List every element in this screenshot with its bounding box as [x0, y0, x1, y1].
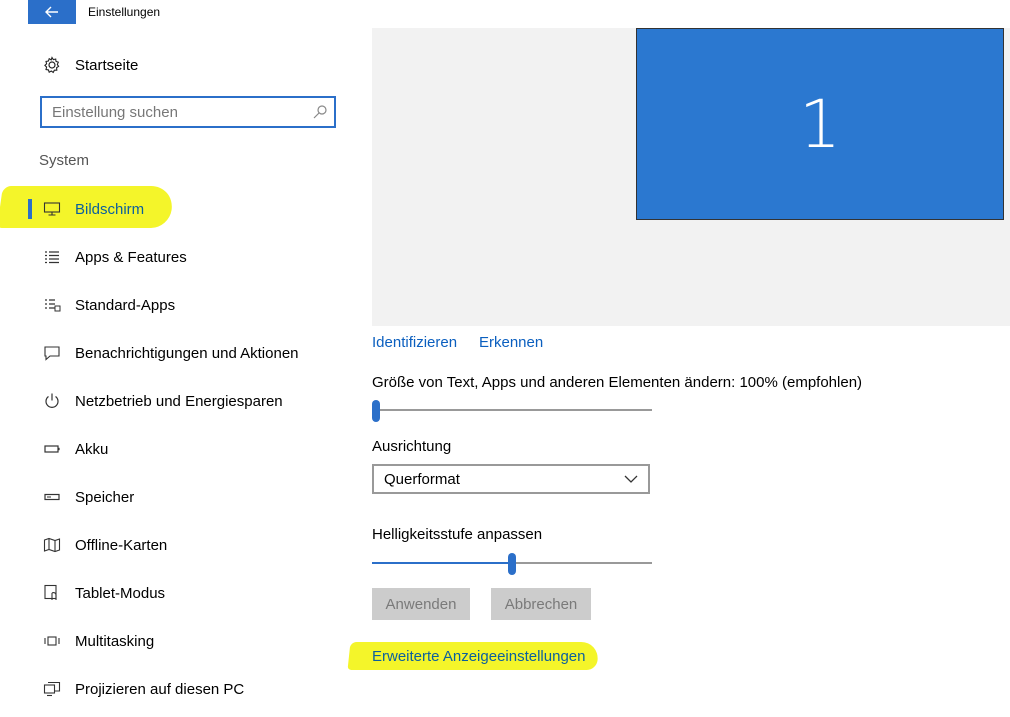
orientation-label: Ausrichtung — [372, 438, 452, 455]
sidebar-item-apps-features[interactable] — [42, 245, 187, 269]
sidebar-item-label: Projizieren auf diesen PC — [75, 680, 245, 698]
back-arrow-icon — [45, 6, 59, 18]
slider-track — [372, 409, 652, 411]
orientation-dropdown[interactable] — [372, 464, 650, 494]
sidebar-item-power[interactable] — [42, 389, 283, 413]
section-label-system: System — [39, 152, 90, 169]
app-title: Einstellungen — [88, 5, 161, 19]
default-apps-icon — [42, 295, 62, 315]
power-icon — [42, 391, 62, 411]
sidebar-item-label: Netzbetrieb und Energiesparen — [75, 392, 283, 410]
brightness-slider[interactable] — [372, 553, 652, 573]
sidebar-item-label: Apps & Features — [75, 248, 187, 266]
slider-fill — [372, 562, 512, 564]
search-box[interactable] — [40, 96, 336, 128]
sidebar-item-label: Bildschirm — [75, 200, 145, 218]
sidebar-item-akku[interactable] — [42, 437, 108, 461]
scale-slider[interactable] — [372, 400, 652, 420]
sidebar-item-standard-apps[interactable] — [42, 293, 175, 317]
sidebar-item-label: Standard-Apps — [75, 296, 176, 314]
monitor-number: 1 — [799, 85, 841, 163]
storage-icon — [42, 487, 62, 507]
sidebar-item-speicher[interactable] — [42, 485, 134, 509]
identify-link[interactable]: Identifizieren — [372, 334, 458, 351]
home-label: Startseite — [75, 56, 139, 74]
cancel-button[interactable]: Abbrechen — [491, 588, 591, 620]
search-input[interactable] — [42, 98, 310, 126]
gear-icon — [42, 55, 62, 75]
monitor-1[interactable] — [636, 28, 1004, 220]
advanced-display-settings-link[interactable]: Erweiterte Anzeigeeinstellungen — [372, 648, 586, 665]
apps-list-icon — [42, 247, 62, 267]
detect-link[interactable]: Erkennen — [479, 334, 544, 351]
search-icon[interactable] — [312, 104, 328, 120]
slider-thumb[interactable] — [372, 400, 380, 422]
sidebar-item-label: Akku — [75, 440, 109, 458]
sidebar-item-label: Tablet-Modus — [75, 584, 166, 602]
home-link[interactable] — [42, 54, 138, 76]
sidebar-item-label: Multitasking — [75, 632, 155, 650]
scale-label: Größe von Text, Apps und anderen Elementen ändern: 100% (empfohlen) — [372, 374, 863, 391]
monitor-icon — [42, 199, 62, 219]
slider-thumb[interactable] — [508, 553, 516, 575]
orientation-value: Querformat — [384, 470, 460, 488]
tablet-mode-icon — [42, 583, 62, 603]
title-bar — [0, 0, 1010, 24]
sidebar-item-label: Offline-Karten — [75, 536, 168, 554]
sidebar-item-offline-karten[interactable] — [42, 533, 167, 557]
multitasking-icon — [42, 631, 62, 651]
apply-button[interactable]: Anwenden — [372, 588, 470, 620]
sidebar-item-bildschirm[interactable] — [42, 197, 144, 221]
sidebar-item-notifications[interactable] — [42, 341, 299, 365]
battery-icon — [42, 439, 62, 459]
sidebar-item-label: Benachrichtigungen und Aktionen — [75, 344, 299, 362]
brightness-label: Helligkeitsstufe anpassen — [372, 526, 543, 543]
back-button[interactable] — [28, 0, 76, 24]
sidebar-item-label: Speicher — [75, 488, 135, 506]
sidebar-item-projizieren[interactable] — [42, 677, 244, 701]
chevron-down-icon — [624, 475, 638, 483]
notification-icon — [42, 343, 62, 363]
map-icon — [42, 535, 62, 555]
active-indicator — [28, 199, 32, 219]
sidebar-item-multitasking[interactable] — [42, 629, 154, 653]
sidebar-item-tablet-modus[interactable] — [42, 581, 165, 605]
project-icon — [42, 679, 62, 699]
